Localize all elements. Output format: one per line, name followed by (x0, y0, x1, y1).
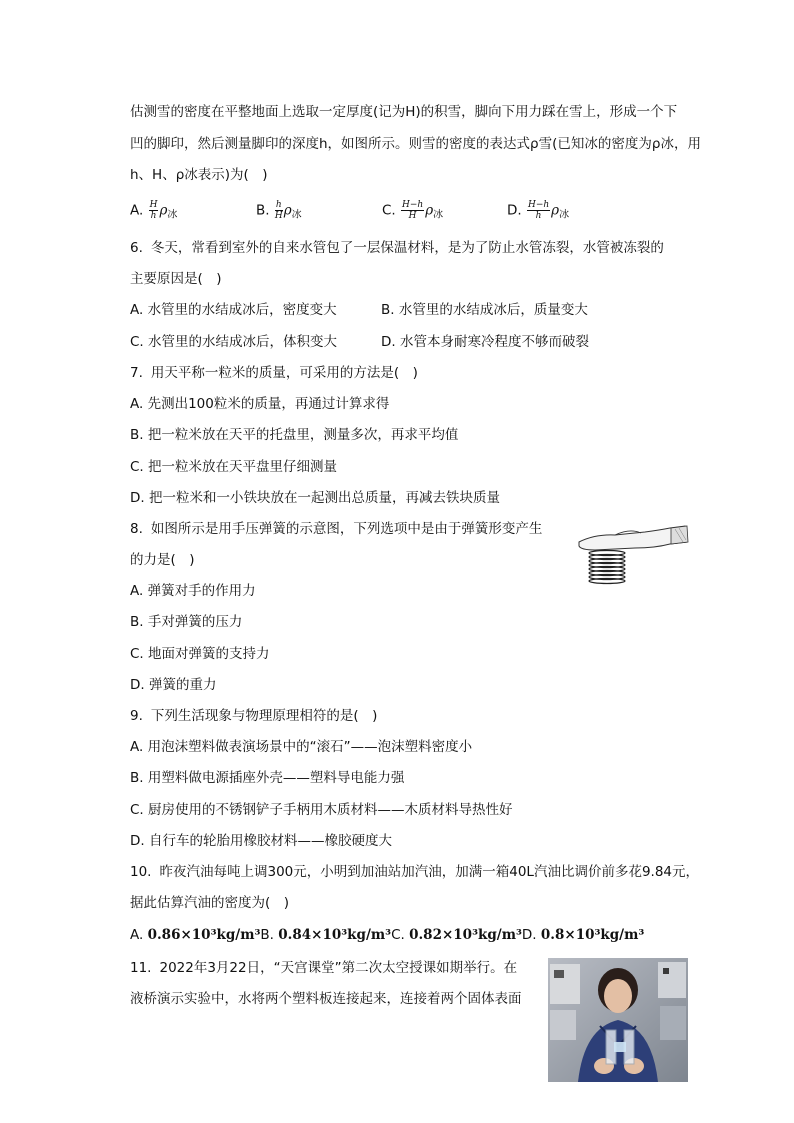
q6-option-b[interactable]: B. 水管里的水结成冰后，质量变大 (381, 302, 588, 318)
q10-options (130, 925, 644, 945)
fraction: $\frac{H-h}{H}$ (402, 200, 424, 221)
fraction: $\frac{h}{H}$ (274, 200, 283, 221)
q9-option-a[interactable]: A. 用泡沫塑料做表演场景中的“滚石”——泡沫塑料密度小 (130, 739, 473, 755)
q8-option-c[interactable]: C. 地面对弹簧的支持力 (130, 646, 270, 662)
q6-line-1: 6. 冬天，常看到室外的自来水管包了一层保温材料，是为了防止水管冻裂，水管被冻裂的 (130, 240, 664, 256)
q5-option-a[interactable]: A. $\frac{H}{h}$ $\rho_冰$ (130, 200, 178, 221)
q11-line-2: 液桥演示实验中，水将两个塑料板连接起来，连接着两个固体表面 (130, 991, 522, 1007)
question-number: 6. (130, 240, 143, 256)
q5-line-3: h、H、ρ冰表示)为( ) (130, 167, 268, 183)
q5-option-b[interactable]: B. $\frac{h}{H}$ $\rho_冰$ (256, 200, 302, 221)
fraction: $\frac{H-h}{h}$ (527, 200, 550, 221)
q5-option-d[interactable]: D. $\frac{H-h}{h}$ $\rho_冰$ (507, 200, 570, 221)
q6-option-a[interactable]: A. 水管里的水结成冰后，密度变大 (130, 302, 337, 318)
tiangong-classroom-photo (548, 958, 688, 1082)
q8-line-2: 的力是( ) (130, 552, 195, 568)
q7-stem: 7. 用天平称一粒米的质量，可采用的方法是( ) (130, 365, 418, 381)
q10-option-d[interactable]: D. 0.8×10³kg/m³ (521, 927, 645, 943)
q10-option-a[interactable]: A. 0.86×10³kg/m³ (130, 927, 261, 943)
q9-option-c[interactable]: C. 厨房使用的不锈钢铲子手柄用木质材料——木质材料导热性好 (130, 802, 513, 818)
question-number: 10. (130, 864, 152, 880)
q11-line-1: 11. 2022年3月22日，“天宫课堂”第二次太空授课如期举行。在 (130, 960, 518, 976)
q6-option-c[interactable]: C. 水管里的水结成冰后，体积变大 (130, 334, 338, 350)
q7-option-a[interactable]: A. 先测出100粒米的质量，再通过计算求得 (130, 396, 390, 412)
q5-line-1: 估测雪的密度在平整地面上选取一定厚度(记为H)的积雪，脚向下用力踩在雪上，形成一个下 (130, 104, 678, 120)
question-number: 11. (130, 960, 152, 976)
q8-line-1: 8. 如图所示是用手压弹簧的示意图，下列选项中是由于弹簧形变产生 (130, 521, 543, 537)
q10-option-b[interactable]: B. 0.84×10³kg/m³ (260, 927, 392, 943)
q5-line-2: 凹的脚印，然后测量脚印的深度h，如图所示。则雪的密度的表达式ρ雪(已知冰的密度为ρ冰，用 (130, 136, 701, 152)
q5-option-c[interactable]: C. $\frac{H-h}{H}$ $\rho_冰$ (382, 200, 444, 221)
q9-stem: 9. 下列生活现象与物理原理相符的是( ) (130, 708, 378, 724)
question-number: 8. (130, 521, 143, 537)
hand-pressing-spring-illustration (575, 520, 690, 590)
question-number: 9. (130, 708, 143, 724)
q10-line-1: 10. 昨夜汽油每吨上调300元，小明到加油站加汽油，加满一箱40L汽油比调价前多花9.84元， (130, 864, 700, 880)
q6-line-2: 主要原因是( ) (130, 271, 222, 287)
q8-option-a[interactable]: A. 弹簧对手的作用力 (130, 583, 256, 599)
q6-option-d[interactable]: D. 水管本身耐寒冷程度不够而破裂 (381, 334, 589, 350)
q7-option-c[interactable]: C. 把一粒米放在天平盘里仔细测量 (130, 459, 338, 475)
q9-option-d[interactable]: D. 自行车的轮胎用橡胶材料——橡胶硬度大 (130, 833, 392, 849)
q9-option-b[interactable]: B. 用塑料做电源插座外壳——塑料导电能力强 (130, 770, 405, 786)
q8-option-b[interactable]: B. 手对弹簧的压力 (130, 614, 243, 630)
fraction: $\frac{H}{h}$ (149, 200, 158, 221)
q10-line-2: 据此估算汽油的密度为( ) (130, 895, 290, 911)
q10-option-c[interactable]: C. 0.82×10³kg/m³ (391, 927, 522, 943)
q8-option-d[interactable]: D. 弹簧的重力 (130, 677, 217, 693)
q7-option-d[interactable]: D. 把一粒米和一小铁块放在一起测出总质量，再减去铁块质量 (130, 490, 500, 506)
question-number: 7. (130, 365, 143, 381)
q7-option-b[interactable]: B. 把一粒米放在天平的托盘里，测量多次，再求平均值 (130, 427, 459, 443)
